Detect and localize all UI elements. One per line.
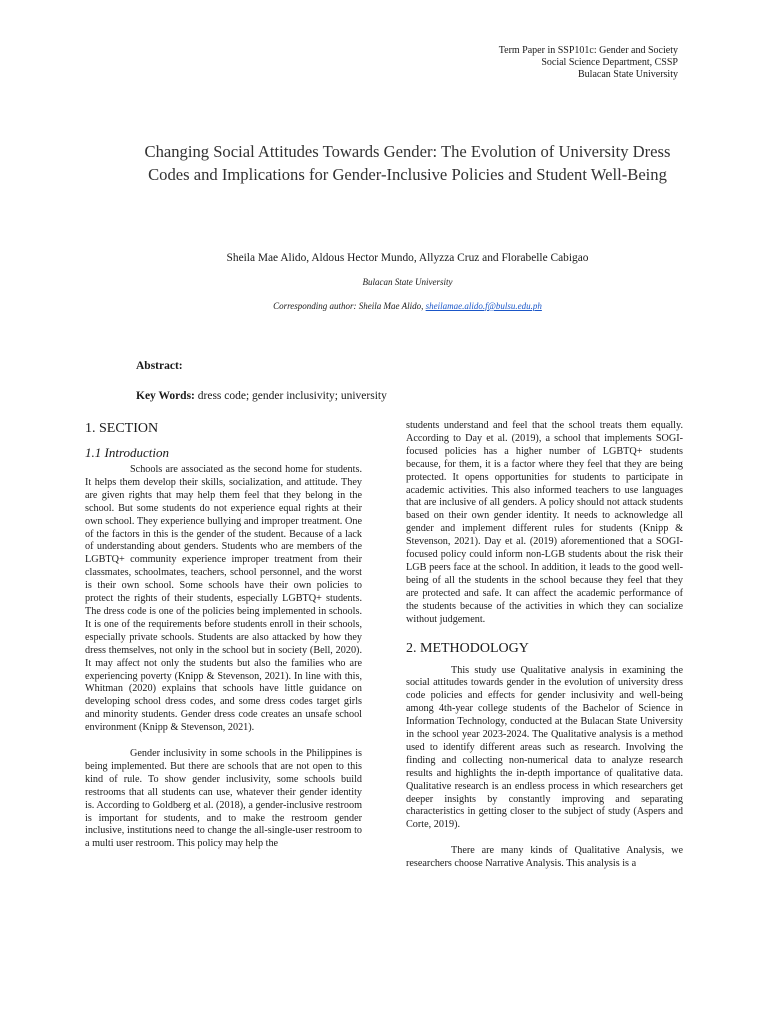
body-paragraph: Schools are associated as the second home for students. It helps them develop their skills, socialization, and attitude. They are given rights that may help them feel that they belong in the school. But some students do not experience equal rights at their own school. They experience bullying and improper treatment. One of the factors in this is the gender of the student. Because of a lack of understanding about genders. Students who are members of the LGBTQ+ community experience improper treatment from their classmates, schoolmates, teachers, school personnel, and the worst is their own school. Some schools have their own policies to protect the rights of their students, especially LGBTQ+ students. The dress code is one of the policies being implemented in schools. It is one of the requirements before students enroll in their schools, especially private schools. Students are also attacked by how they dress themselves, not only in the school but in society (Bell, 2020). It may affect not only the students but also the families who are experiencing poverty (Knipp & Stevenson, 2021). In line with this, Whitman (2020) explains that schools have little guidance on developing school dress codes, and some dress codes target girls and minority students. Gender dress code creates an unsafe school environment (Knipp & Stevenson, 2021). bbox=[85, 464, 362, 734]
author-list: Sheila Mae Alido, Aldous Hector Mundo, Allyzza Cruz and Florabelle Cabigao bbox=[226, 252, 589, 264]
header-university: Bulacan State University bbox=[578, 69, 678, 80]
keywords-value: dress code; gender inclusivity; university bbox=[194, 390, 387, 402]
body-paragraph: This study use Qualitative analysis in examining the social attitudes towards gender in the evolution of university dress code policies and effects for gender inclusivity and well-being among 4th-year college students of the Bachelor of Science in Information Technology, conducted at the Bulacan State University in the school year 2023-2024. The Qualitative analysis is a method used to identify different areas such as research. Involving the finding and collecting non-numerical data to analyze research results and highlights the in-depth importance of qualitative data. Qualitative research is an endless process in which researchers get deeper insights by constantly improving and separating characteristics in getting closer to the subject of study (Aspers and Corte, 2019). bbox=[406, 664, 683, 831]
header-course: Term Paper in SSP101c: Gender and Society bbox=[498, 45, 678, 56]
left-column bbox=[85, 420, 362, 851]
body-paragraph: Gender inclusivity in some schools in the Philippines is being implemented. But there are schools that are not open to this kind of rule. To show gender inclusivity, some schools build restrooms that all students can use, whatever their gender identity is. According to Goldberg et al. (2018), a gender-inclusive restroom is important for students, and to make the restroom gender inclusive, institutions need to change the all-single-user restroom to a multi user restroom. This policy may help the bbox=[85, 748, 362, 850]
right-column bbox=[406, 420, 683, 871]
abstract-label: Abstract: bbox=[136, 360, 183, 372]
corresponding-email-link[interactable]: sheilamae.alido.f@bulsu.edu.ph bbox=[425, 301, 542, 311]
subsection-heading: 1.1 Introduction bbox=[85, 445, 170, 460]
keywords bbox=[136, 390, 387, 402]
body-paragraph: There are many kinds of Qualitative Analysis, we researchers choose Narrative Analysis. This analysis is a bbox=[406, 845, 683, 870]
corresponding-label: Corresponding author: Sheila Mae Alido, bbox=[273, 301, 426, 311]
section-heading: 2. METHODOLOGY bbox=[406, 640, 529, 656]
header-department: Social Science Department, CSSP bbox=[541, 57, 678, 68]
paper-title: Changing Social Attitudes Towards Gender: The Evolution of University Dress Codes and Implications for Gender-Inclusive Policies and Student Well-Being bbox=[144, 142, 671, 184]
running-header bbox=[499, 45, 678, 81]
body-paragraph: students understand and feel that the school treats them equally. According to Day et al. (2019), a school that implements SOGI-focused policies has a higher number of LGBTQ+ students because, for them, it is a factor where they feel that they are being protected. It opens opportunities for students to participate in academic activities. This also informed teachers to use languages that are inclusive of all genders. A policy should not attack students based on their own gender identity. It needs to acknowledge all gender and implement different rules for students (Knipp & Stevenson, 2021). Day et al. (2019) aforementioned that a SOGI-focused policy could inform non-LGB students about the risk their LGB peers face at the school. In addition, it leads to the good well-being of all the students in the school because they feel that they are protected and safe. It can affect the academic performance of the students because of the activities in which they can socialize without judgement. bbox=[406, 420, 683, 625]
affiliation: Bulacan State University bbox=[362, 277, 453, 287]
section-heading: 1. SECTION bbox=[85, 421, 159, 436]
keywords-label: Key Words: bbox=[136, 390, 195, 402]
corresponding-author bbox=[100, 301, 715, 311]
